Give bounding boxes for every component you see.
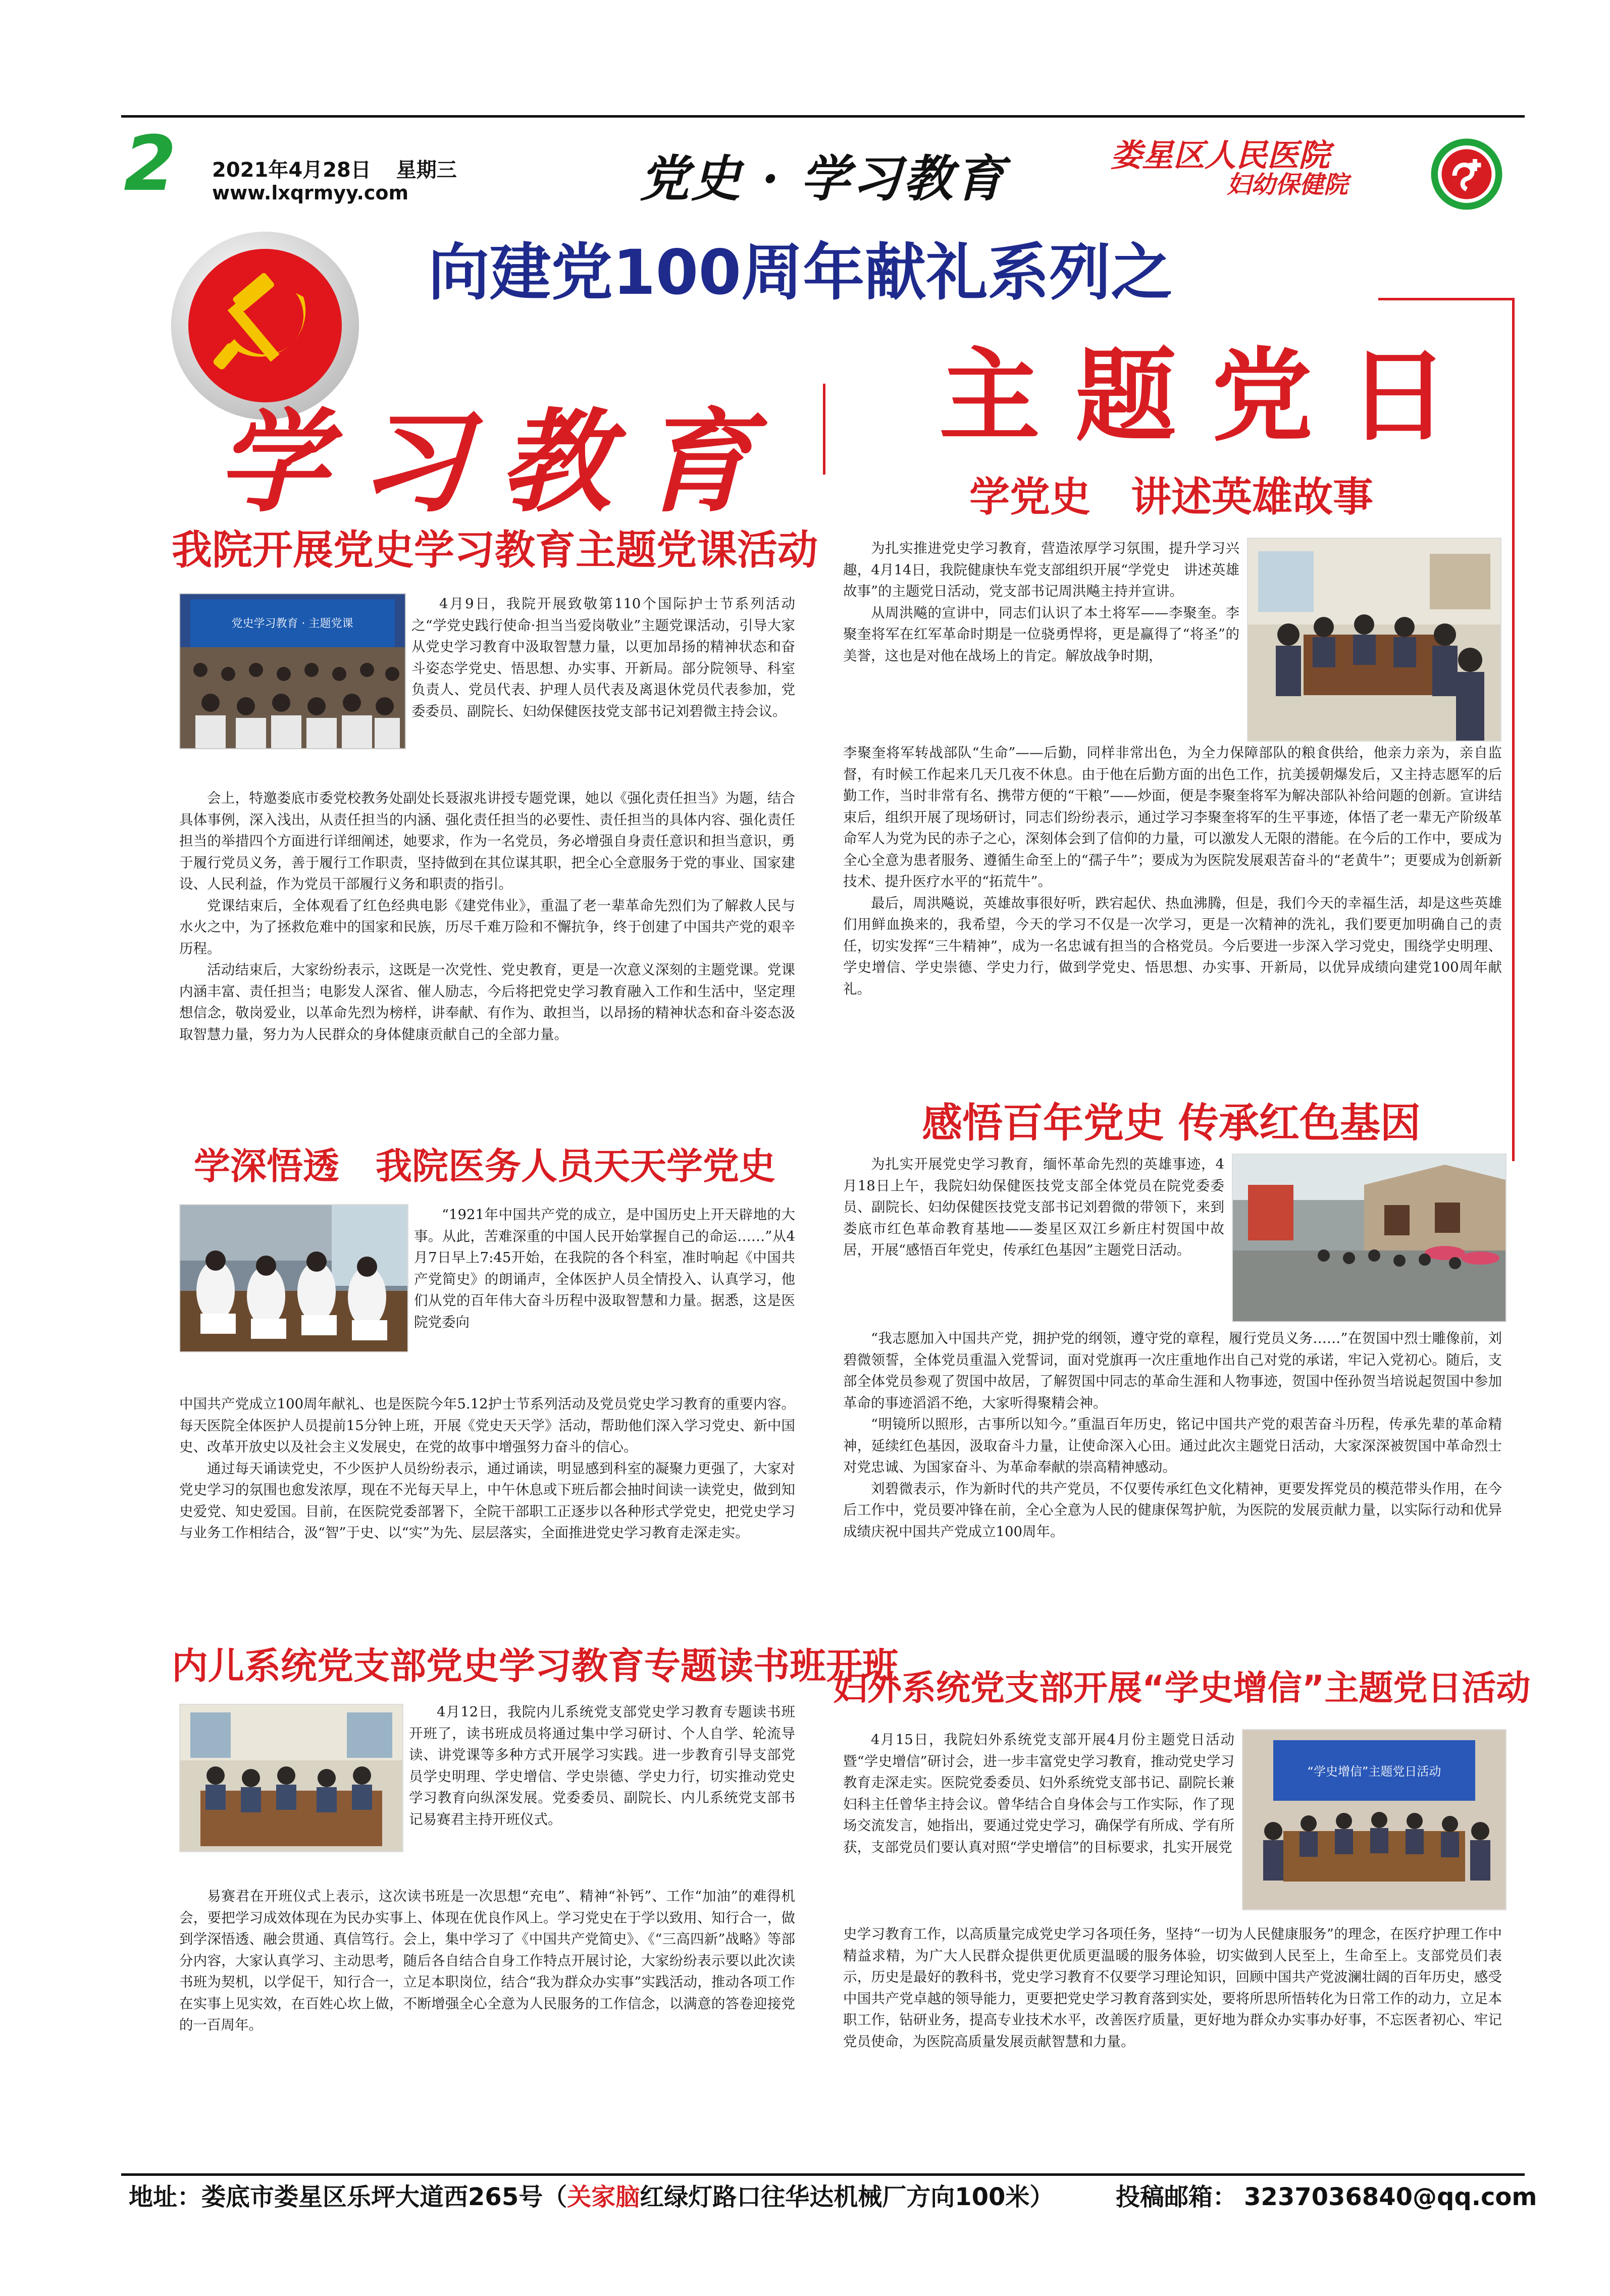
- website-url[interactable]: www.lxqrmyy.com: [212, 182, 409, 204]
- article5-body-wrap: [843, 1154, 1224, 1261]
- article4-body: [843, 742, 1502, 1000]
- article5-paragraph: 刘碧微表示，作为新时代的共产党员，不仅要传承红色文化精神，更要发挥党员的模范带头作用，在今后工作中，党员要冲锋在前，全心全意为人民的健康保驾护航，为医院的发展贡献力量，以实际行动和优异成绩庆祝中国共产党成立100周年。: [843, 1480, 1502, 1540]
- article2-paragraph: 通过每天诵读党史，不少医护人员纷纷表示，通过诵读，明显感到科室的凝聚力更强了，大家对党史学习的氛围也愈发浓厚，现在不光每天早上，中午休息或下班后都会抽时间读一读党史，做到知史爱党、知史爱国。目前，在医院党委部署下，全院干部职工正逐步以各种形式学党史，把党史学习与业务工作相结合，汲“智”于史、以“实”为先、层层落实，全面推进党史学习教育走深走实。: [179, 1460, 795, 1541]
- article4-photo: [1247, 538, 1501, 742]
- article6-body-wrap: [843, 1729, 1234, 1858]
- article2-paragraph: “1921年中国共产党的成立，是中国历史上开天辟地的大事。从此，苦难深重的中国人民开始掌握自己的命运……”从4月7日早上7:45开始，在我院的各个科室，准时响起《中国共产党简史》的朗诵声，全体医护人员全情投入、认真学习，他们从党的百年伟大奋斗历程中汲取智慧和力量。据悉，这是医院党委向: [414, 1207, 795, 1330]
- footer-rule: [121, 2173, 1525, 2176]
- article5-photo: [1232, 1154, 1507, 1322]
- right-bracket-top: [1378, 298, 1515, 300]
- address-label: 地址：: [129, 2183, 202, 2211]
- article6-photo: [1242, 1729, 1507, 1910]
- column-divider-top: [823, 384, 825, 475]
- right-section-title: 主题党日: [939, 337, 1485, 455]
- article1-title: 我院开展党史学习教育主题党课活动: [172, 527, 818, 573]
- article3-paragraph: 4月12日，我院内儿系统党支部党史学习教育专题读书班开班了，读书班成员将通过集中学习研讨、个人自学、轮流导读、讲党课等多种方式开展学习实践。进一步教育引导支部党员学史明理、学史增信、学史崇德、学史力行，切实推动党史学习教育向纵深发展。党委委员、副院长、内儿系统党支部书记易赛君主持开班仪式。: [409, 1704, 795, 1828]
- article1-photo: [179, 593, 406, 749]
- footer-address: [129, 2182, 1054, 2212]
- article2-body-wrap: [414, 1204, 795, 1333]
- article6-photo-banner-text: “学史增信”主题党日活动: [1307, 1764, 1441, 1779]
- article1-paragraph: 党课结束后，全体观看了红色经典电影《建党伟业》，重温了老一辈革命先烈们为了解救人民与水火之中，为了拯救危难中的国家和民族，历尽千难万险和不懈抗争，终于创建了中国共产党的艰辛历程。: [179, 897, 795, 957]
- article5-paragraph: “明镜所以照形，古事所以知今。”重温百年历史，铭记中国共产党的艰苦奋斗历程，传承先辈的革命精神，延续红色基因，汲取奋斗力量，让使命深入心田。通过此次主题党日活动，大家深深被贺国中革命烈士对党忠诚、为国家奋斗、为革命奉献的崇高精神感动。: [843, 1416, 1502, 1475]
- article5-paragraph: 为扎实开展党史学习教育，缅怀革命先烈的英雄事迹，4月18日上午，我院妇幼保健医技党支部全体党员在院党委委员、副院长、妇幼保健医技党支部书记刘碧微的带领下，来到娄底市红色革命教育基地——娄星区双江乡新庄村贺国中故居，开展“感悟百年党史，传承红色基因”主题党日活动。: [843, 1156, 1224, 1258]
- article6-paragraph: 史学习教育工作，以高质量完成党史学习各项任务，坚持“一切为人民健康服务”的理念，在医疗护理工作中精益求精，为广大人民群众提供更优质更温暖的服务体验，切实做到人民至上，生命至上。支部党员们表示，历史是最好的教科书，党史学习教育不仅要学习理论知识，回顾中国共产党波澜壮阔的百年历史，感受中国共产党卓越的领导能力，更要把党史学习教育落到实处，要将所思所悟转化为日常工作的动力，立足本职工作，钻研业务，提高专业技术水平，改善医疗质量，更好地为群众办实事办好事，不忘医者初心、牢记党员使命，为医院高质量发展贡献智慧和力量。: [843, 1926, 1502, 2050]
- left-section-title: 学习教育: [217, 396, 783, 527]
- hospital-name-line2: 妇幼保健院: [1227, 171, 1348, 199]
- article4-title: 学党史 讲述英雄故事: [969, 474, 1373, 520]
- article2-photo: [179, 1204, 408, 1352]
- address-part1: 娄底市娄星区乐坪大道西265号（: [201, 2183, 567, 2211]
- article1-paragraph: 4月9日，我院开展致敬第110个国际护士节系列活动之“学党史践行使命·担当当爱岗敬业”主题党课活动，引导大家从党史学习教育中汲取智慧力量，以更加昂扬的精神状态和奋斗姿态学党史、悟思想、办实事、开新局。部分院领导、科室负责人、党员代表、护理人员代表及离退休党员代表参加，党委委员、副院长、妇幼保健医技党支部书记刘碧微主持会议。: [411, 596, 795, 719]
- page-number: 2: [124, 120, 177, 208]
- article2-title: 学深悟透 我院医务人员天天学党史: [193, 1145, 775, 1187]
- email-address[interactable]: 3237036840@qq.com: [1244, 2183, 1537, 2211]
- issue-date: [212, 154, 457, 183]
- hospital-logo-icon: [1429, 136, 1504, 212]
- article4-body-wrap: [843, 538, 1239, 666]
- article6-body: [843, 1923, 1502, 2052]
- article5-paragraph: “我志愿加入中国共产党，拥护党的纲领，遵守党的章程，履行党员义务……”在贺国中烈士雕像前，刘碧微领誓，全体党员重温入党誓词，面对党旗再一次庄重地作出自己对党的承诺，牢记入党初心。随后，支部全体党员参观了贺国中故居，了解贺国中同志的革命生涯和人物事迹，贺国中侄孙贺当培说起贺国中参加革命的事迹滔滔不绝，大家听得聚精会神。: [843, 1330, 1502, 1411]
- article1-paragraph: 活动结束后，大家纷纷表示，这既是一次党性、党史教育，更是一次意义深刻的主题党课。党课内涵丰富、责任担当；电影发人深省、催人励志，今后将把党史学习教育融入工作和生活中，坚定理想信念，敬岗爱业，以革命先烈为榜样，讲奉献、有作为、敢担当，以昂扬的精神状态和奋斗姿态汲取智慧力量，努力为人民群众的身体健康贡献自己的全部力量。: [179, 962, 795, 1042]
- hospital-name: [1111, 139, 1393, 199]
- article1-paragraph: 会上，特邀娄底市委党校教务处副处长聂淑兆讲授专题党课，她以《强化责任担当》为题，结合具体事例，深入浅出，从责任担当的内涵、强化责任担当的必要性、责任担当的具体内容、强化责任担当的举措四个方面进行详细阐述，她要求，作为一名党员，务必增强自身责任意识和担当意识，勇于履行党员义务，善于履行工作职责，坚持做到在其位谋其职，把全心全意服务于党的事业、国家建设、人民利益，作为党员干部履行义务和职责的指引。: [179, 790, 795, 892]
- weekday-text: 星期三: [396, 159, 457, 182]
- address-part2: 红绿灯路口往华达机械厂方向100米）: [640, 2183, 1054, 2211]
- article4-paragraph: 李聚奎将军转战部队“生命”——后勤，同样非常出色，为全力保障部队的粮食供给，他亲力亲为，亲自监督，有时候工作起来几天几夜不休息。由于他在后勤方面的出色工作，抗美援朝爆发后，又主持志愿军的后勤工作，当时非常有名、携带方便的“干粮”——炒面，便是李聚奎将军为解决部队补给问题的创新。宣讲结束后，组织开展了现场研讨，同志们纷纷表示，通过学习李聚奎将军的生平事迹，体悟了老一辈无产阶级革命军人为党为民的赤子之心，深刻体会到了信仰的力量，可以激发人无限的潜能。在今后的工作中，要成为全心全意为患者服务、遵循生命至上的“孺子牛”；要成为为医院发展艰苦奋斗的“老黄牛”；更要成为创新新技术、提升医疗水平的“拓荒牛”。: [843, 745, 1502, 890]
- article1-body: [179, 788, 795, 1045]
- article4-paragraph: 从周洪飚的宣讲中，同志们认识了本土将军——李聚奎。李聚奎将军在红军革命时期是一位骁勇悍将，更是赢得了“将圣”的美誉，这也是对他在战场上的肯定。解放战争时期，: [843, 604, 1239, 664]
- email-label: 投稿邮箱：: [1116, 2183, 1237, 2211]
- article2-paragraph: 中国共产党成立100周年献礼、也是医院今年5.12护士节系列活动及党员党史学习教育的重要内容。每天医院全体医护人员提前15分钟上班，开展《党史天天学》活动，帮助他们深入学习党史、新中国史、改革开放史以及社会主义发展史，在党的故事中增强努力奋斗的信心。: [179, 1396, 795, 1455]
- article3-paragraph: 易赛君在开班仪式上表示，这次读书班是一次思想“充电”、精神“补钙”、工作“加油”的难得机会，要把学习成效体现在为民办实事上、体现在优良作风上。学习党史在于学以致用、知行合一，做到学深悟透、融会贯通、真信笃行。会上，集中学习了《中国共产党简史》、《“三高四新”战略》等部分内容，大家认真学习、主动思考，随后各自结合自身工作特点开展讨论，大家纷纷表示要以此次读书班为契机，以学促干，知行合一，立足本职岗位，结合“我为群众办实事”实践活动，推动各项工作在实事上见实效，在百姓心坎上做，不断增强全心全意为人民服务的工作信念，以满意的答卷迎接党的一百周年。: [179, 1888, 795, 2033]
- article6-paragraph: 4月15日，我院妇外系统党支部开展4月份主题党日活动暨“学史增信”研讨会，进一步丰富党史学习教育，推动党史学习教育走深走实。医院党委委员、妇外系统党支部书记、副院长兼妇科主任曾华主持会议。曾华结合自身体会与工作实际，作了现场交流发言，她指出，要通过党史学习，确保学有所成、学有所获，支部党员们要认真对照“学史增信”的目标要求，扎实开展党: [843, 1732, 1234, 1855]
- footer-email: [1116, 2182, 1537, 2212]
- address-highlight: 关家脑: [567, 2183, 640, 2211]
- article3-photo: [179, 1704, 403, 1852]
- article2-body: [179, 1393, 795, 1544]
- article3-body-wrap: [409, 1701, 795, 1830]
- section-title: 党史 · 学习教育: [639, 150, 1007, 208]
- article6-title: 妇外系统党支部开展“学史增信”主题党日活动: [833, 1668, 1531, 1708]
- article1-body-wrap: [411, 593, 795, 722]
- article5-title: 感悟百年党史 传承红色基因: [922, 1100, 1421, 1146]
- article3-title: 内儿系统党支部党史学习教育专题读书班开班: [172, 1645, 899, 1687]
- article1-photo-banner-text: 党史学习教育 · 主题党课: [231, 617, 353, 630]
- top-rule: [121, 115, 1525, 118]
- article4-paragraph: 为扎实推进党史学习教育，营造浓厚学习氛围，提升学习兴趣，4月14日，我院健康快车党支部组织开展“学党史 讲述英雄故事”的主题党日活动，党支部书记周洪飚主持并宣讲。: [843, 540, 1239, 599]
- article3-body: [179, 1886, 795, 2036]
- party-emblem-icon: [169, 230, 361, 422]
- article4-paragraph: 最后，周洪飚说，英雄故事很好听，跌宕起伏、热血沸腾，但是，我们今天的幸福生活，却是这些英雄们用鲜血换来的，我希望，今天的学习不仅是一次学习，更是一次精神的洗礼，我们要更加明确自己的责任，切实发挥“三牛精神”，成为一名忠诚有担当的合格党员。今后要进一步深入学习党史，围绕学史明理、学史增信、学史崇德、学史力行，做到学党史、悟思想、办实事、开新局，以优异成绩向建党100周年献礼。: [843, 895, 1502, 997]
- right-bracket-side: [1512, 298, 1515, 1161]
- hospital-name-line1: 娄星区人民医院: [1111, 137, 1330, 174]
- date-text: 2021年4月28日: [212, 159, 371, 182]
- article5-body: [843, 1328, 1502, 1542]
- series-title: 向建党100周年献礼系列之: [428, 237, 1173, 308]
